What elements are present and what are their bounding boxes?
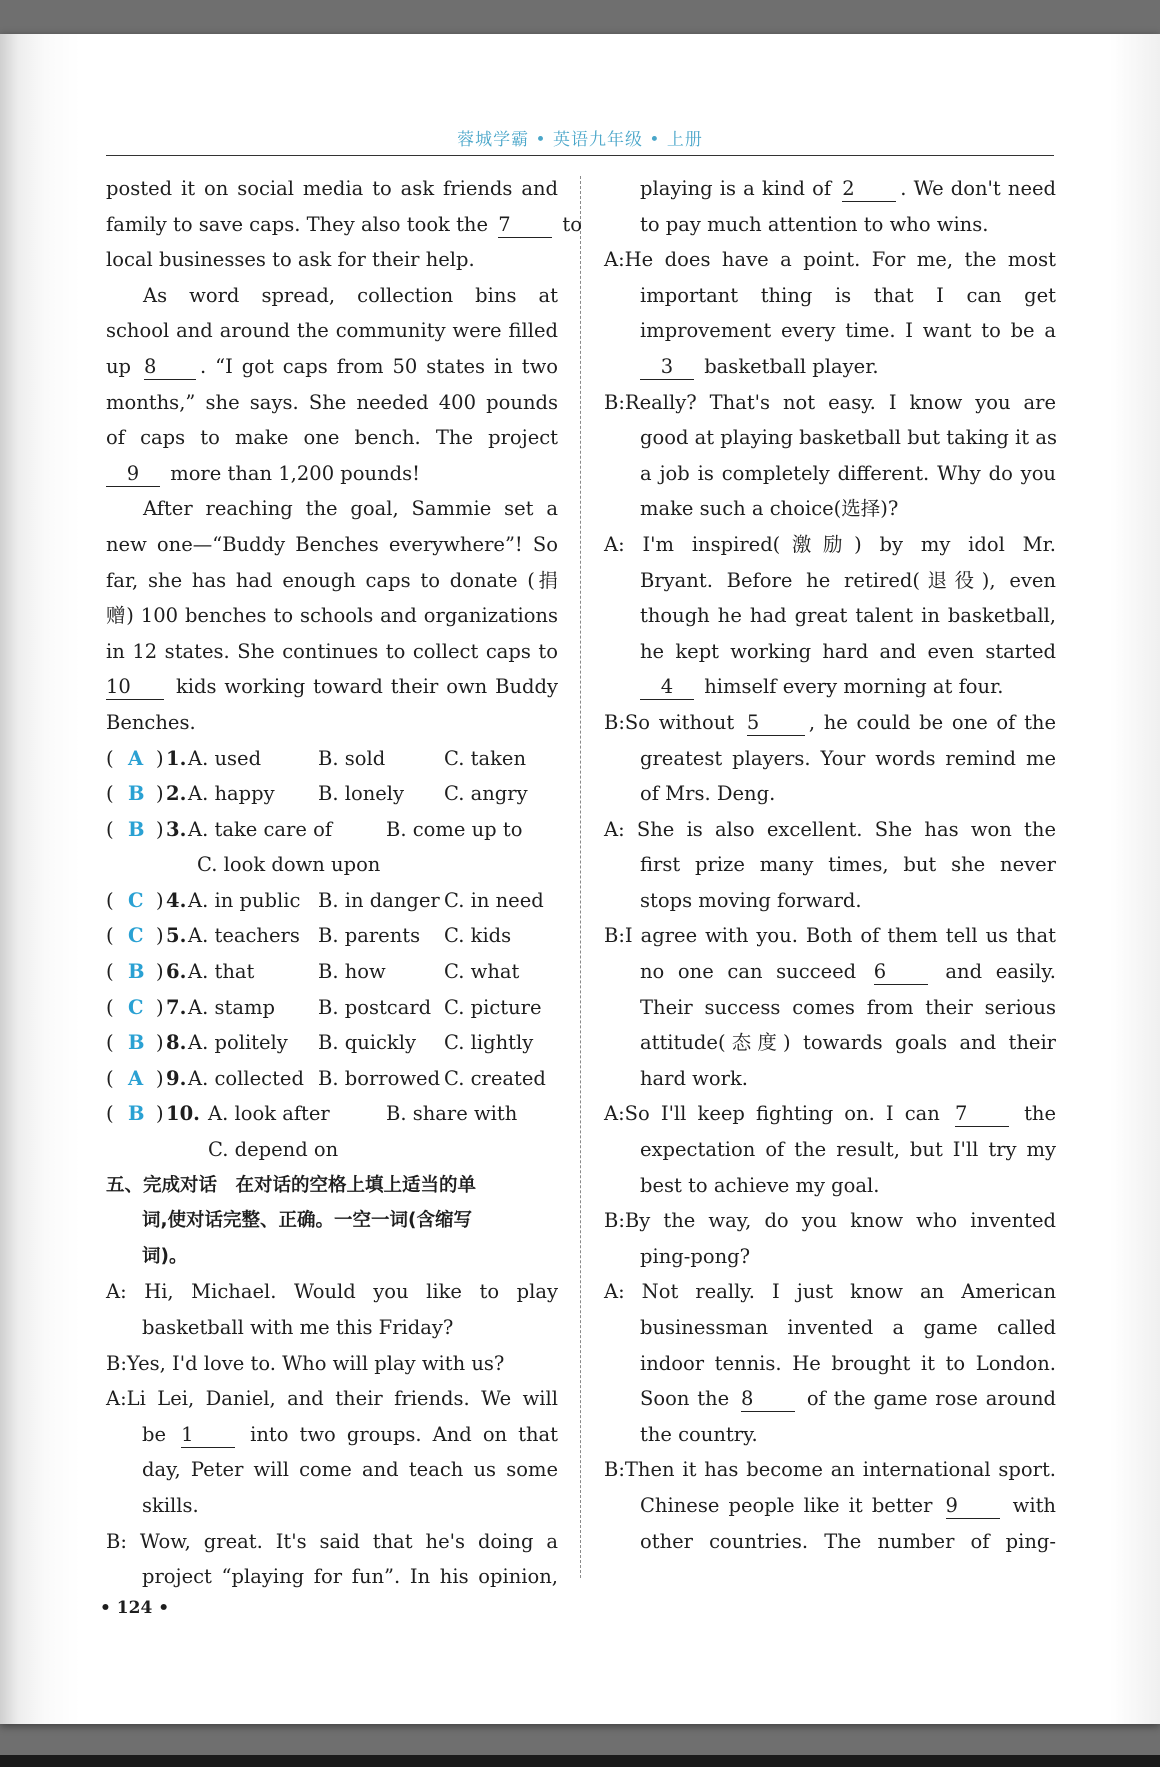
- dialogue-text: B:So without: [604, 710, 735, 734]
- column-divider: [580, 176, 581, 1578]
- dialogue-text: A:So I'll keep fighting on. I can: [604, 1102, 940, 1126]
- dialogue-line: attitude(态度) towards goals and their: [640, 1031, 1056, 1055]
- question-4: [106, 883, 558, 919]
- dialogue-line: A:Li Lei, Daniel, and their friends. We will: [106, 1387, 558, 1411]
- passage-line: After reaching the goal, Sammie set a: [143, 497, 558, 521]
- option-b[interactable]: B. lonely: [318, 782, 405, 806]
- dialogue-line: [604, 1096, 1056, 1132]
- dialogue-line: of Mrs. Deng.: [640, 782, 776, 806]
- dialogue-line: basketball with me this Friday?: [142, 1316, 454, 1339]
- paren: (: [106, 1066, 114, 1090]
- dialogue-line: the country.: [640, 1422, 758, 1446]
- dialogue-line: [604, 349, 1056, 385]
- dialogue-line: ping-pong?: [640, 1244, 751, 1268]
- dialogue-blank-6[interactable]: 6: [874, 960, 928, 985]
- blank-8[interactable]: 8: [144, 355, 196, 380]
- passage-line: Benches.: [106, 710, 196, 734]
- option-c[interactable]: C. lightly: [444, 1031, 534, 1055]
- passage-line: [106, 456, 558, 492]
- answer-3: B: [128, 817, 145, 841]
- question-2: [106, 776, 558, 812]
- option-c[interactable]: C. taken: [444, 746, 526, 770]
- passage-line: local businesses to ask for their help.: [106, 248, 475, 272]
- dialogue-line: indoor tennis. He brought it to London.: [640, 1351, 1056, 1375]
- paren: (: [106, 960, 114, 984]
- passage-text: up: [106, 354, 132, 378]
- answer-8: B: [128, 1031, 145, 1055]
- dialogue-blank-9[interactable]: 9: [946, 1494, 1000, 1519]
- option-a[interactable]: A. happy: [188, 782, 275, 806]
- dialogue-line: [604, 954, 1056, 990]
- option-c[interactable]: C. what: [444, 960, 520, 984]
- dialogue-blank-2[interactable]: 2: [842, 177, 896, 202]
- dialogue-line: A: She is also excellent. She has won the: [604, 817, 1056, 841]
- passage-line: posted it on social media to ask friends and: [106, 177, 558, 200]
- answer-9: A: [128, 1066, 144, 1090]
- paren: (: [106, 782, 114, 806]
- dialogue-blank-7[interactable]: 7: [955, 1102, 1009, 1127]
- option-b[interactable]: B. parents: [318, 924, 421, 948]
- blank-9[interactable]: 9: [106, 462, 160, 487]
- answer-6: B: [128, 960, 145, 984]
- passage-line: 赠) 100 benches to schools and organizations: [106, 604, 558, 628]
- option-b[interactable]: B. sold: [318, 746, 386, 770]
- answer-10: B: [128, 1102, 145, 1126]
- passage-line: [106, 349, 558, 385]
- question-6: [106, 954, 558, 990]
- blank-10[interactable]: 10: [106, 675, 164, 700]
- dialogue-line: make such a choice(选择)?: [640, 497, 899, 521]
- dialogue-line: first prize many times, but she never: [640, 853, 1056, 877]
- dialogue-line: [604, 171, 1056, 207]
- dialogue-line: Their success comes from their serious: [640, 995, 1056, 1019]
- header-title: 蓉城学霸 • 英语九年级 • 上册: [457, 130, 703, 150]
- dialogue-line: expectation of the result, but I'll try my: [640, 1138, 1056, 1162]
- question-10-cont: [106, 1132, 558, 1168]
- dialogue-text: be: [142, 1422, 167, 1446]
- option-b[interactable]: B. quickly: [318, 1031, 416, 1055]
- dialogue-line: best to achieve my goal.: [640, 1173, 880, 1197]
- option-a[interactable]: A. collected: [188, 1066, 304, 1090]
- paren: (: [106, 817, 114, 841]
- dialogue-text: and easily.: [945, 960, 1056, 984]
- question-number: 8.: [166, 1031, 187, 1055]
- section-instructions: 词,使对话完整、正确。一空一词(含缩写: [142, 1210, 472, 1232]
- dialogue-text: himself every morning at four.: [704, 675, 1004, 699]
- dialogue-line: stops moving forward.: [640, 888, 862, 912]
- option-c[interactable]: C. angry: [444, 782, 528, 806]
- paren: (: [106, 888, 114, 912]
- dialogue-blank-1[interactable]: 1: [181, 1423, 235, 1448]
- option-a[interactable]: A. in public: [188, 888, 301, 912]
- dialogue-blank-4[interactable]: 4: [640, 675, 694, 700]
- option-b[interactable]: B. in danger: [318, 888, 440, 912]
- dialogue-blank-5[interactable]: 5: [747, 711, 805, 736]
- answer-2: B: [128, 782, 145, 806]
- dialogue-line: project “playing for fun”. In his opinion,: [142, 1565, 558, 1589]
- dialogue-text: basketball player.: [704, 354, 879, 378]
- option-c[interactable]: C. look down upon: [197, 853, 381, 877]
- dialogue-line: A: Not really. I just know an American: [604, 1280, 1056, 1304]
- answer-5: C: [128, 924, 144, 948]
- dialogue-line: [604, 1488, 1056, 1524]
- right-column: [604, 171, 1056, 1559]
- dialogue-text: no one can succeed: [640, 960, 857, 984]
- option-b[interactable]: B. how: [318, 960, 386, 984]
- dialogue-text: playing is a kind of: [640, 177, 832, 200]
- paren: (: [106, 924, 114, 948]
- paren: ): [156, 746, 164, 770]
- paren: (: [106, 746, 114, 770]
- dialogue-blank-3[interactable]: 3: [640, 355, 694, 380]
- question-number: 1.: [166, 746, 187, 770]
- paren: ): [156, 1102, 164, 1126]
- section-instructions: 词)。: [142, 1245, 188, 1267]
- option-a[interactable]: A. look after: [208, 1102, 330, 1126]
- option-c[interactable]: C. depend on: [208, 1138, 339, 1162]
- page-header: [106, 0, 1054, 155]
- passage-text: to: [562, 212, 582, 236]
- dialogue-text: of the game rose around: [806, 1387, 1057, 1411]
- question-5: [106, 918, 558, 954]
- question-number: 6.: [166, 960, 187, 984]
- dialogue-text: . We don't need: [900, 177, 1057, 200]
- option-c[interactable]: C. created: [444, 1066, 546, 1090]
- dialogue-line: skills.: [142, 1493, 199, 1517]
- question-3: [106, 812, 558, 848]
- passage-text: kids working toward their own Buddy: [175, 675, 559, 699]
- dialogue-line: important thing is that I can get: [640, 283, 1056, 307]
- option-b[interactable]: B. come up to: [386, 817, 523, 841]
- passage-line: school and around the community were filled: [106, 319, 558, 343]
- dialogue-line: to pay much attention to who wins.: [640, 212, 989, 236]
- dialogue-line: day, Peter will come and teach us some: [142, 1458, 558, 1482]
- question-number: 2.: [166, 782, 187, 806]
- passage-line: [106, 207, 582, 243]
- dialogue-text: the: [1024, 1102, 1057, 1126]
- dialogue-line: B:By the way, do you know who invented: [604, 1209, 1056, 1233]
- dialogue-line: B:I agree with you. Both of them tell us that: [604, 924, 1056, 948]
- page-number: • 124 •: [100, 1598, 170, 1618]
- dialogue-line: greatest players. Your words remind me: [640, 746, 1056, 770]
- left-column: [106, 171, 582, 1595]
- dialogue-line: a job is completely different. Why do you: [640, 461, 1056, 485]
- question-number: 4.: [166, 888, 187, 912]
- dialogue-line: [604, 1381, 1056, 1417]
- option-b[interactable]: B. share with: [386, 1102, 518, 1126]
- paren: (: [106, 1102, 114, 1126]
- paren: ): [156, 817, 164, 841]
- passage-text: family to save caps. They also took the: [106, 212, 489, 236]
- dialogue-line: though he had great talent in basketball,: [640, 604, 1056, 628]
- answer-4: C: [128, 888, 144, 912]
- dialogue-line: B:Really? That's not easy. I know you are: [604, 390, 1056, 414]
- passage-line: of caps to make one bench. The project: [106, 426, 558, 450]
- question-number: 10.: [166, 1102, 200, 1126]
- dialogue-line: [106, 1417, 558, 1453]
- passage-text: more than 1,200 pounds!: [170, 461, 420, 485]
- paren: ): [156, 924, 164, 948]
- passage-line: new one—“Buddy Benches everywhere”! So: [106, 532, 558, 556]
- option-a[interactable]: A. teachers: [188, 924, 300, 948]
- paren: ): [156, 1066, 164, 1090]
- option-c[interactable]: C. in need: [444, 888, 544, 912]
- dialogue-text: Chinese people like it better: [640, 1493, 933, 1517]
- dialogue-line: businessman invented a game called: [640, 1316, 1056, 1339]
- paren: ): [156, 782, 164, 806]
- paren: ): [156, 960, 164, 984]
- option-b[interactable]: B. postcard: [318, 995, 432, 1019]
- dialogue-line: B:Yes, I'd love to. Who will play with us?: [106, 1351, 505, 1375]
- option-c[interactable]: C. kids: [444, 924, 512, 948]
- paren: ): [156, 888, 164, 912]
- question-9: [106, 1061, 558, 1097]
- dialogue-text: with: [1012, 1493, 1056, 1517]
- option-b[interactable]: B. borrowed: [318, 1066, 441, 1090]
- passage-line: As word spread, collection bins at: [143, 283, 558, 307]
- question-number: 9.: [166, 1066, 187, 1090]
- question-number: 7.: [166, 995, 187, 1019]
- dialogue-line: [604, 669, 1056, 705]
- section-heading: 五、完成对话 在对话的空格上填上适当的单: [106, 1174, 477, 1196]
- question-number: 3.: [166, 817, 187, 841]
- passage-line: far, she has had enough caps to donate (捐: [106, 568, 558, 592]
- option-a[interactable]: A. that: [188, 960, 255, 984]
- dialogue-line: A:He does have a point. For me, the most: [604, 248, 1056, 272]
- header-rule: [106, 155, 1054, 156]
- question-10: [106, 1096, 558, 1132]
- question-8: [106, 1025, 558, 1061]
- option-a[interactable]: A. take care of: [188, 817, 333, 841]
- dialogue-line: A: I'm inspired(激励) by my idol Mr.: [604, 532, 1056, 556]
- dialogue-line: he kept working hard and even started: [640, 639, 1056, 663]
- question-3-cont: [106, 847, 558, 883]
- bottom-edge: [0, 1755, 1160, 1767]
- paren: (: [106, 1031, 114, 1055]
- dialogue-text: into two groups. And on that: [250, 1422, 559, 1446]
- question-number: 5.: [166, 924, 187, 948]
- paren: ): [156, 995, 164, 1019]
- question-1: [106, 741, 558, 777]
- passage-line: [106, 669, 558, 705]
- answer-1: A: [128, 746, 144, 770]
- dialogue-line: other countries. The number of ping-: [640, 1529, 1056, 1553]
- dialogue-line: hard work.: [640, 1066, 748, 1090]
- answer-7: C: [128, 995, 144, 1019]
- dialogue-text: , he could be one of the: [808, 710, 1057, 734]
- dialogue-blank-8[interactable]: 8: [741, 1387, 795, 1412]
- dialogue-line: Bryant. Before he retired(退役), even: [640, 568, 1056, 592]
- passage-text: . “I got caps from 50 states in two: [200, 354, 558, 378]
- option-a[interactable]: A. used: [188, 746, 262, 770]
- paren: (: [106, 995, 114, 1019]
- dialogue-line: good at playing basketball but taking it as: [640, 426, 1057, 450]
- dialogue-line: A: Hi, Michael. Would you like to play: [106, 1280, 558, 1304]
- blank-7[interactable]: 7: [498, 213, 552, 238]
- dialogue-line: [604, 705, 1056, 741]
- paren: ): [156, 1031, 164, 1055]
- dialogue-line: B: Wow, great. It's said that he's doing a: [106, 1529, 558, 1553]
- option-a[interactable]: A. politely: [188, 1031, 288, 1055]
- question-7: [106, 990, 558, 1026]
- dialogue-text: Soon the: [640, 1387, 730, 1411]
- passage-line: in 12 states. She continues to collect caps to: [106, 639, 558, 663]
- dialogue-line: B:Then it has become an international sport.: [604, 1458, 1056, 1482]
- passage-line: months,” she says. She needed 400 pounds: [106, 390, 558, 414]
- dialogue-line: improvement every time. I want to be a: [640, 319, 1056, 343]
- option-c[interactable]: C. picture: [444, 995, 542, 1019]
- option-a[interactable]: A. stamp: [188, 995, 275, 1019]
